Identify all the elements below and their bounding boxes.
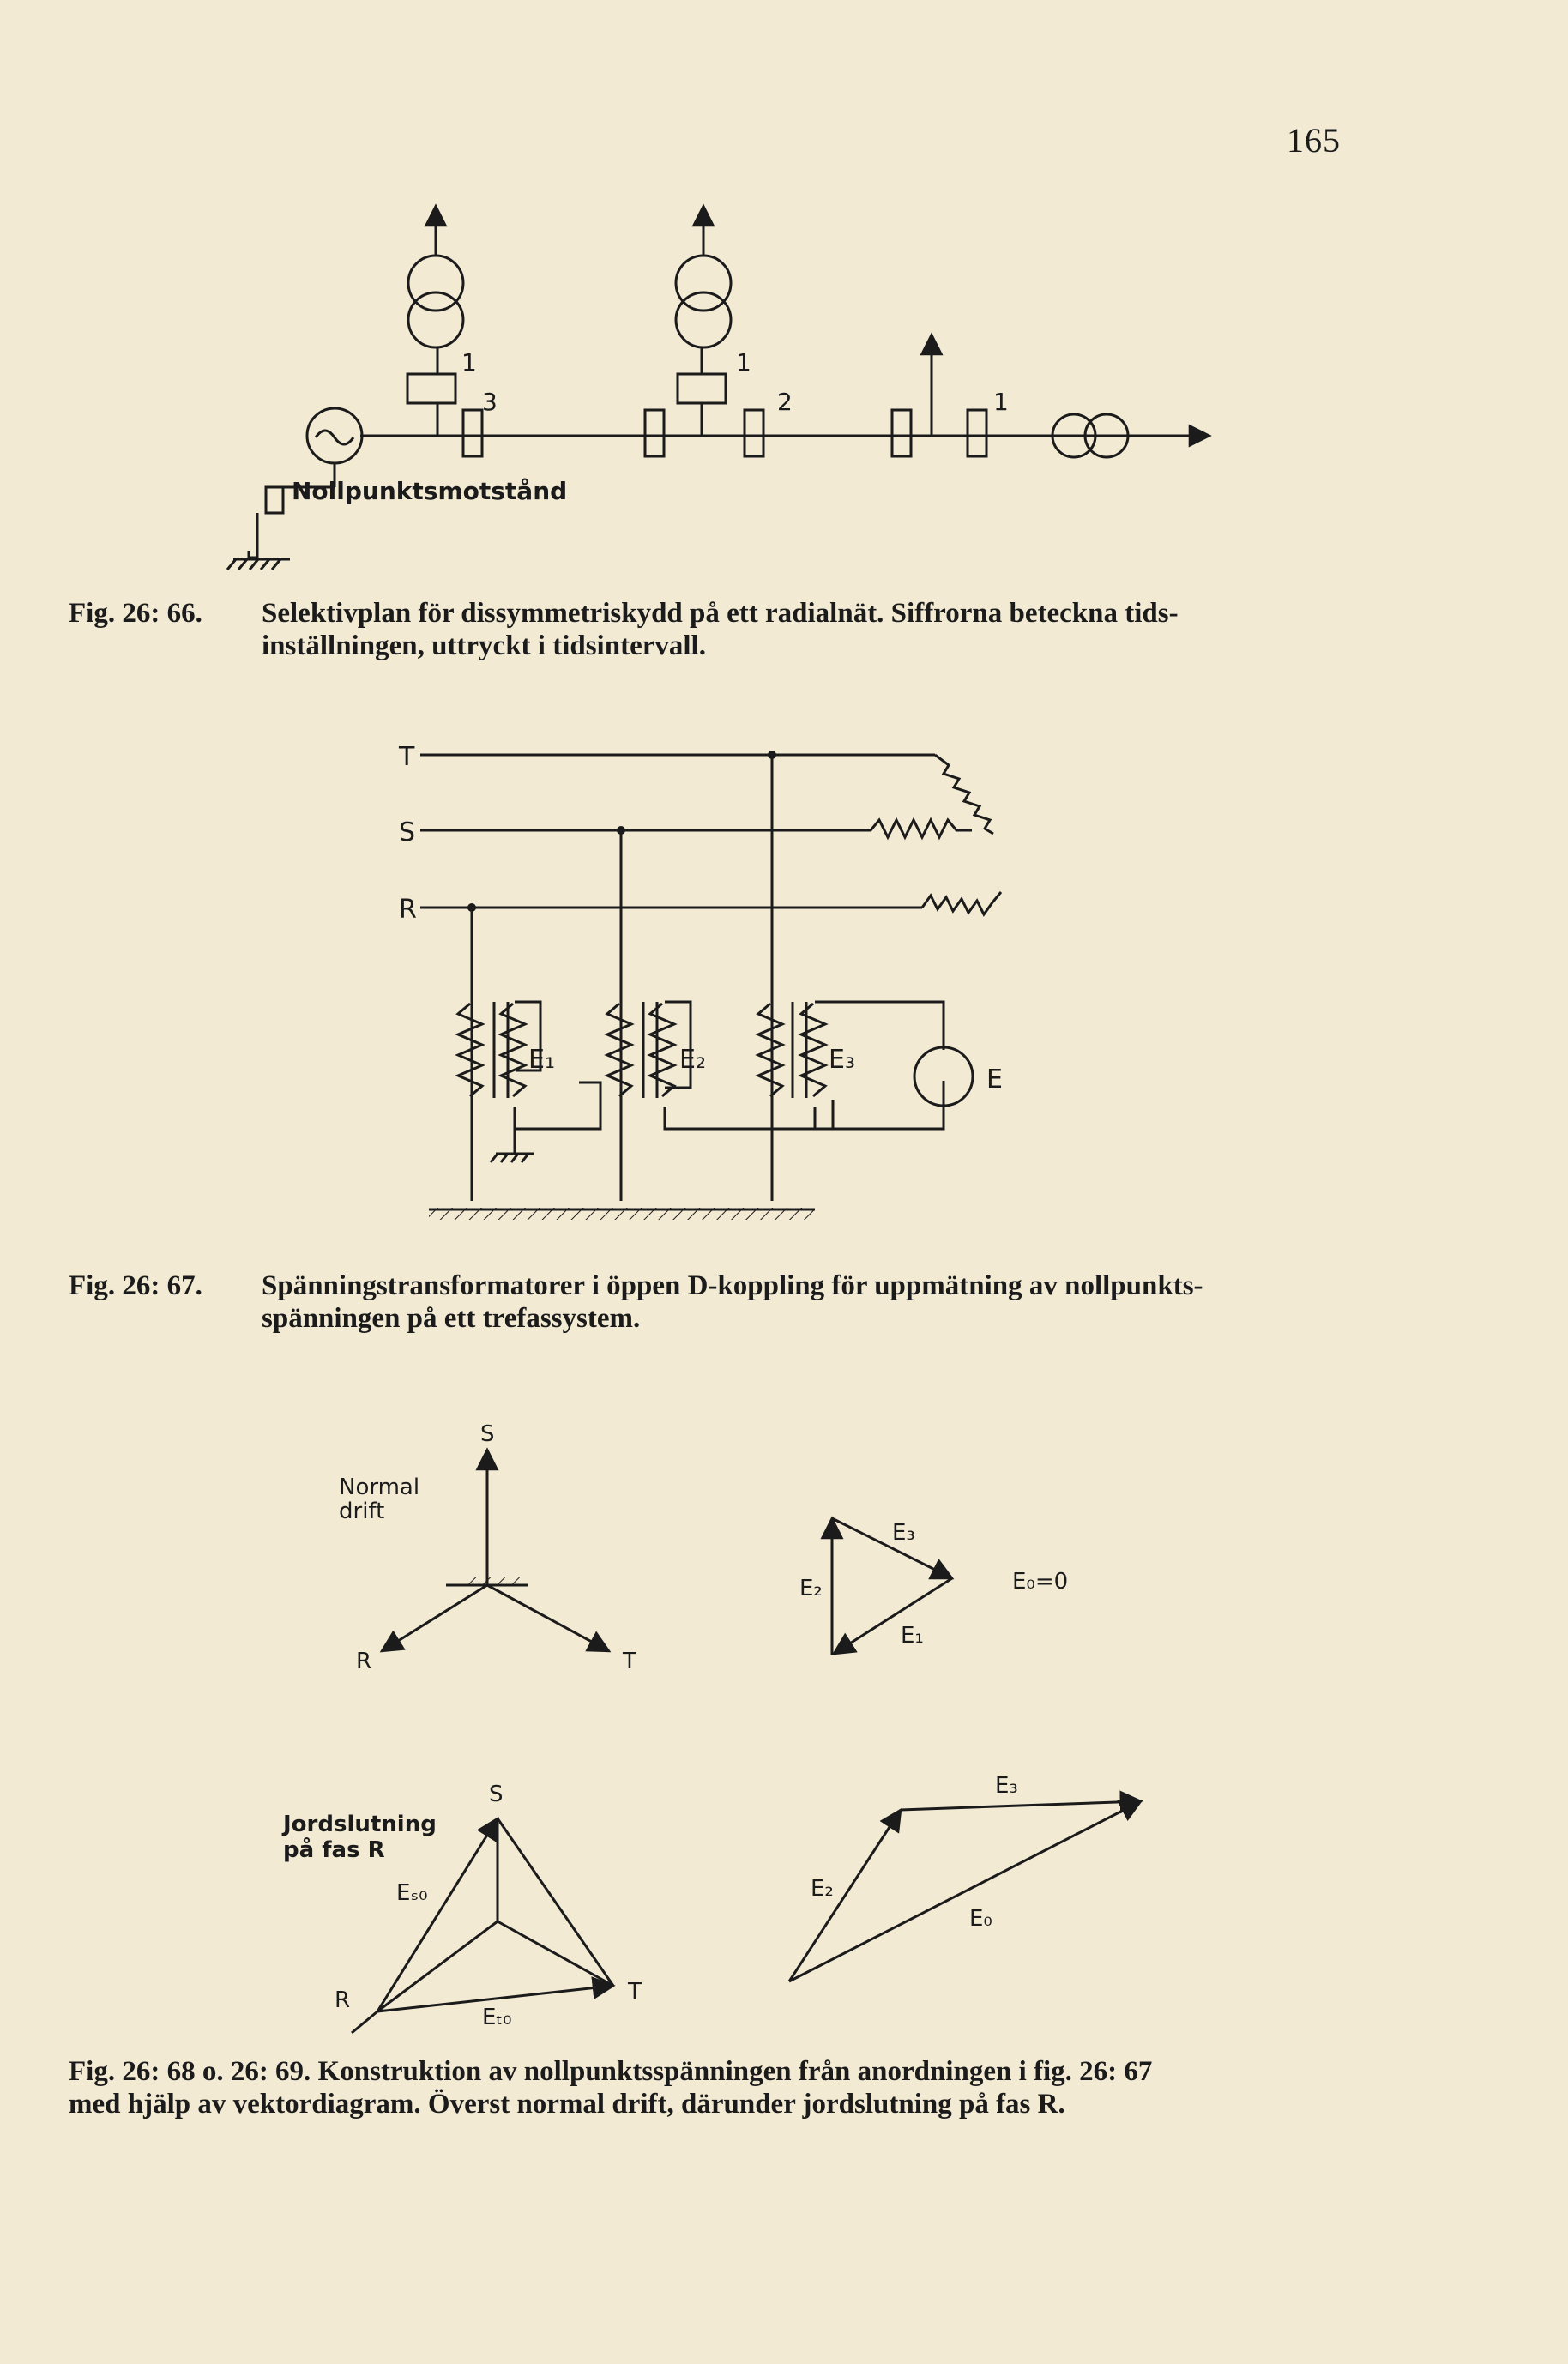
normal-label-r: R: [356, 1649, 372, 1674]
fig67-caption-line2: spänningen på ett trefassystem.: [262, 1303, 641, 1334]
fault-label-t: T: [628, 1979, 642, 2005]
normal-title-2: drift: [339, 1499, 385, 1524]
fault-e0: E₀: [969, 1906, 992, 1932]
fig66-caption-line2: inställningen, uttryckt i tidsintervall.: [262, 630, 706, 661]
normal-e3: E₃: [892, 1520, 915, 1546]
fault-label-r: R: [335, 1987, 351, 2013]
fig67-label: Fig. 26: 67.: [69, 1270, 202, 1301]
fig67-caption: [69, 1269, 1347, 1335]
fault-label-s: S: [489, 1782, 504, 1807]
fig67-diagram: [420, 755, 1001, 1209]
time-label-1c: 1: [993, 388, 1009, 416]
fault-et0: Eₜ₀: [482, 2005, 512, 2030]
fig66-caption: [69, 597, 1347, 662]
fault-e2: E₂: [811, 1876, 834, 1902]
fault-title-2: på fas R: [283, 1837, 385, 1863]
normal-e2: E₂: [799, 1576, 823, 1601]
fig67-caption-line1: Spänningstransformatorer i öppen D-koppling för uppmätning av nollpunkts-: [262, 1270, 1203, 1301]
time-label-1a: 1: [461, 348, 477, 377]
fig66-diagram: [227, 206, 1209, 570]
normal-result: E₀=0: [1012, 1569, 1069, 1595]
fig68-labels: [339, 1421, 1068, 1674]
fig69-diagram: [352, 1801, 1141, 2033]
fig68-69-caption-line2: med hjälp av vektordiagram. Överst normal drift, därunder jordslutning på fas R.: [69, 2089, 1065, 2120]
fig68-69-caption: [69, 2055, 1355, 2120]
fault-e3: E₃: [995, 1773, 1018, 1799]
time-label-2: 2: [777, 388, 793, 416]
time-label-3: 3: [482, 388, 498, 416]
page-number: 165: [1287, 121, 1341, 160]
fig66-labels: [292, 348, 1009, 505]
normal-e1: E₁: [901, 1623, 924, 1649]
fig68-69-caption-line1: Fig. 26: 68 o. 26: 69. Konstruktion av nollpunktsspänningen från anordningen i fig. 26: 67: [69, 2056, 1153, 2087]
fault-es0: Eₛ₀: [396, 1880, 428, 1906]
time-label-1b: 1: [736, 348, 751, 377]
normal-label-s: S: [480, 1421, 495, 1447]
fig68-diagram: [382, 1450, 952, 1655]
fault-title-1: Jordslutning: [283, 1812, 437, 1837]
transformer-label-e1: E₁: [528, 1045, 555, 1075]
ground-plane: [429, 1208, 815, 1220]
fig69-labels: [281, 1773, 1018, 2030]
voltmeter-label: E: [986, 1064, 1003, 1095]
phase-label-r: R: [399, 895, 417, 925]
phase-label-t: T: [399, 742, 415, 772]
phase-label-s: S: [399, 817, 416, 847]
fig66-label: Fig. 26: 66.: [69, 598, 202, 629]
normal-title-1: Normal: [339, 1474, 420, 1500]
transformer-label-e3: E₃: [829, 1045, 855, 1075]
fig66-caption-line1: Selektivplan för dissymmetriskydd på ett radialnät. Siffrorna beteckna tids-: [262, 598, 1179, 629]
fig67-labels: [398, 742, 1003, 1095]
normal-label-t: T: [623, 1649, 636, 1674]
neutral-resistor-label: Nollpunktsmotstånd: [292, 477, 568, 505]
transformer-label-e2: E₂: [679, 1045, 706, 1075]
neutral-resistor-symbol: [266, 487, 283, 513]
